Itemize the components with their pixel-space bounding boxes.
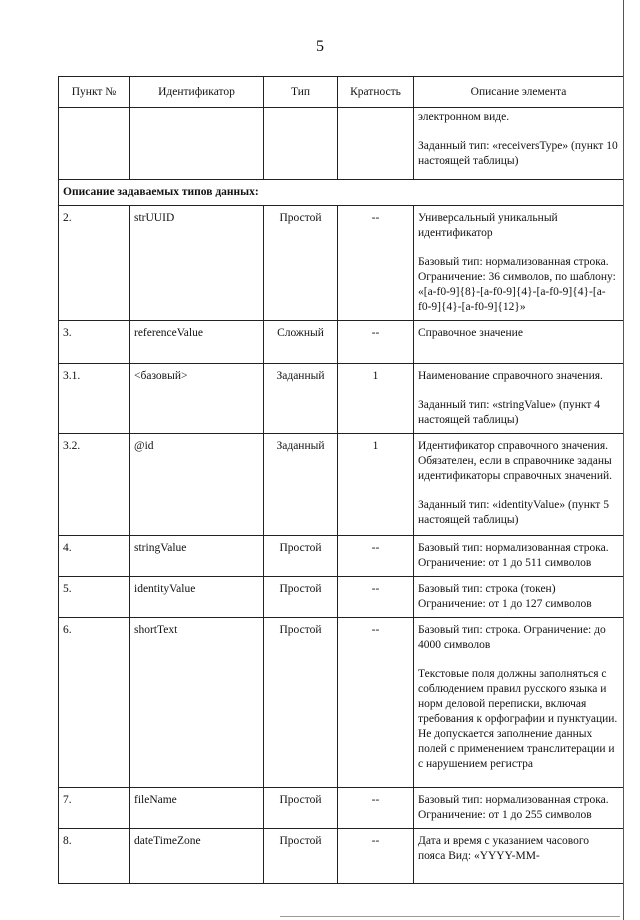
- cell-num: 5.: [59, 577, 130, 618]
- header-num: Пункт №: [59, 77, 130, 108]
- cell-type: Заданный: [264, 364, 338, 434]
- cell-multiplicity: --: [338, 321, 414, 364]
- cell-description: [414, 618, 624, 788]
- desc-paragraph: Универсальный уникальный идентификатор: [418, 212, 558, 239]
- table-row: [59, 788, 624, 829]
- table-header-row: [59, 77, 624, 108]
- desc-paragraph: Заданный тип: «receiversType» (пункт 10 настоящей таблицы): [418, 140, 618, 167]
- cell-multiplicity: --: [338, 536, 414, 577]
- page-number: 5: [316, 38, 324, 55]
- desc-paragraph: Наименование справочного значения.: [418, 370, 603, 382]
- header-identifier: Идентификатор: [130, 77, 264, 108]
- cell-description: [414, 321, 624, 364]
- desc-paragraph: Дата и время с указанием часового пояса Вид: «YYYY-MM-: [418, 835, 590, 862]
- cell-type: Простой: [264, 618, 338, 788]
- cell-identifier: [130, 108, 264, 180]
- cell-type: [264, 108, 338, 180]
- table-row: [59, 618, 624, 788]
- cell-type: Сложный: [264, 321, 338, 364]
- cell-num: 6.: [59, 618, 130, 788]
- cell-identifier: <базовый>: [130, 364, 264, 434]
- cell-identifier: stringValue: [130, 536, 264, 577]
- cell-num: 3.2.: [59, 434, 130, 536]
- cell-identifier: identityValue: [130, 577, 264, 618]
- data-types-table: [58, 76, 624, 884]
- cell-description: [414, 108, 624, 180]
- table-row: [59, 829, 624, 884]
- section-title: Описание задаваемых типов данных:: [59, 180, 624, 206]
- desc-paragraph: Базовый тип: строка. Ограничение: до 4000 символов: [418, 624, 606, 651]
- cell-num: 8.: [59, 829, 130, 884]
- table-row: [59, 206, 624, 321]
- cell-num: 2.: [59, 206, 130, 321]
- desc-paragraph: Базовый тип: нормализованная строка. Ограничение: от 1 до 255 символов: [418, 794, 609, 821]
- cell-multiplicity: --: [338, 206, 414, 321]
- cell-type: Простой: [264, 206, 338, 321]
- desc-paragraph: Текстовые поля должны заполняться с соблюдением правил русского языка и норм деловой переписки, включая требования к орфографии и пунктуации. Не допускается заполнение данных полей с применением транслитерации и с нарушением регистра: [418, 668, 618, 770]
- cell-type: Простой: [264, 536, 338, 577]
- cell-type: Простой: [264, 788, 338, 829]
- table-row: [59, 536, 624, 577]
- cell-description: [414, 577, 624, 618]
- cell-identifier: shortText: [130, 618, 264, 788]
- scan-edge-line: [280, 916, 620, 917]
- desc-paragraph: Базовый тип: нормализованная строка. Ограничение: от 1 до 511 символов: [418, 542, 609, 569]
- cell-multiplicity: --: [338, 618, 414, 788]
- cell-num: [59, 108, 130, 180]
- cell-description: [414, 364, 624, 434]
- continuation-row: [59, 108, 624, 180]
- desc-paragraph: Заданный тип: «stringValue» (пункт 4 настоящей таблицы): [418, 399, 601, 426]
- cell-identifier: strUUID: [130, 206, 264, 321]
- desc-paragraph: электронном виде.: [418, 111, 510, 123]
- cell-description: [414, 788, 624, 829]
- cell-multiplicity: --: [338, 577, 414, 618]
- cell-type: Простой: [264, 577, 338, 618]
- cell-multiplicity: 1: [338, 434, 414, 536]
- cell-type: Простой: [264, 829, 338, 884]
- cell-num: 3.: [59, 321, 130, 364]
- table-row: [59, 364, 624, 434]
- cell-multiplicity: --: [338, 829, 414, 884]
- header-description: Описание элемента: [414, 77, 624, 108]
- cell-type: Заданный: [264, 434, 338, 536]
- desc-paragraph: Базовый тип: нормализованная строка. Ограничение: 36 символов, по шаблону: «[a-f0-9]{8}-[a-f0-9]{4}-[a-f0-9]{4}-[a-f0-9]{4}-[a-f0-9]{12}»: [418, 256, 616, 313]
- cell-multiplicity: [338, 108, 414, 180]
- cell-num: 4.: [59, 536, 130, 577]
- desc-paragraph: Идентификатор справочного значения. Обязателен, если в справочнике заданы идентификаторы справочных значений.: [418, 440, 613, 482]
- cell-identifier: referenceValue: [130, 321, 264, 364]
- header-type: Тип: [264, 77, 338, 108]
- cell-identifier: dateTimeZone: [130, 829, 264, 884]
- cell-identifier: @id: [130, 434, 264, 536]
- desc-paragraph: Справочное значение: [418, 327, 523, 339]
- cell-multiplicity: --: [338, 788, 414, 829]
- table-row: [59, 321, 624, 364]
- cell-identifier: fileName: [130, 788, 264, 829]
- desc-paragraph: Базовый тип: строка (токен) Ограничение: от 1 до 127 символов: [418, 583, 592, 610]
- cell-description: [414, 829, 624, 884]
- cell-num: 7.: [59, 788, 130, 829]
- table-row: [59, 577, 624, 618]
- table-row: [59, 434, 624, 536]
- cell-description: [414, 536, 624, 577]
- cell-multiplicity: 1: [338, 364, 414, 434]
- desc-paragraph: Заданный тип: «identityValue» (пункт 5 настоящей таблицы): [418, 499, 609, 526]
- cell-num: 3.1.: [59, 364, 130, 434]
- header-multiplicity: Кратность: [338, 77, 414, 108]
- cell-description: [414, 206, 624, 321]
- section-row: [59, 180, 624, 206]
- cell-description: [414, 434, 624, 536]
- scan-edge-line: [623, 0, 624, 920]
